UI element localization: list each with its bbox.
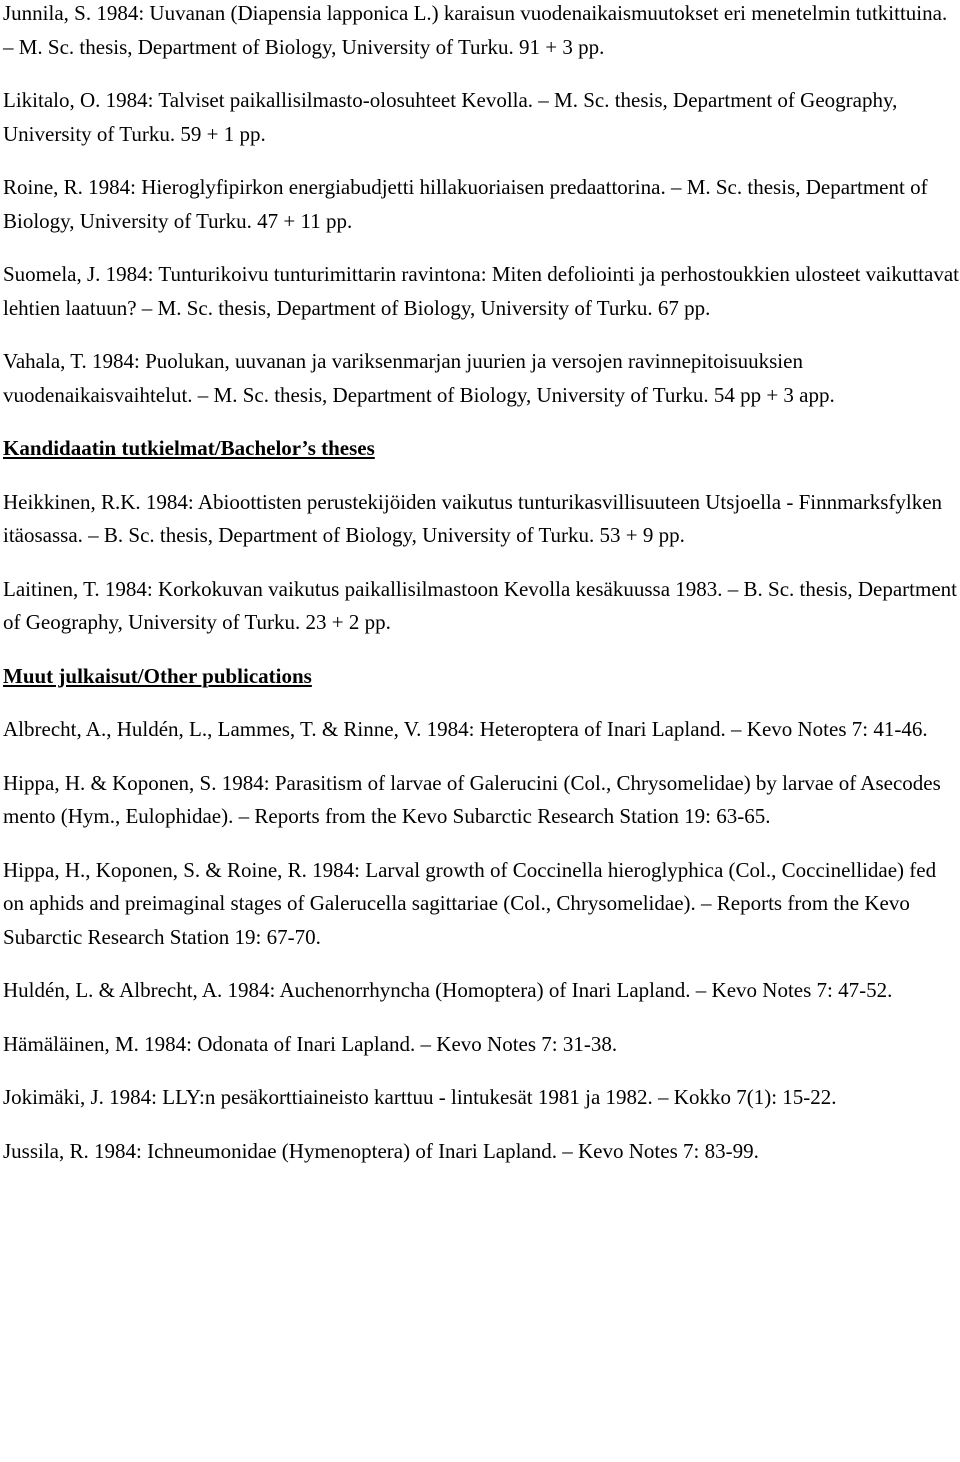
reference-entry: Jokimäki, J. 1984: LLY:n pesäkorttiaineisto karttuu - lintukesät 1981 ja 1982. – Kokko 7(1): 15-22. [3,1085,837,1109]
reference-entry: Hippa, H. & Koponen, S. 1984: Parasitism of larvae of Galerucini (Col., Chrysomelidae) by larvae of Asecodes mento (Hym., Eulophidae). – Reports from the Kevo Subarctic Research Station 19: 63-65. [3,770,941,828]
reference-entry: Junnila, S. 1984: Uuvanan (Diapensia lapponica L.) karaisun vuodenaikaismuutokset eri menetelmin tutkittuina. – M. Sc. thesis, Department of Biology, University of Turku. 91 + 3 pp. [3,1,948,59]
reference-entry: Hämäläinen, M. 1984: Odonata of Inari Lapland. – Kevo Notes 7: 31-38. [3,1031,618,1056]
reference-entry: Albrecht, A., Huldén, L., Lammes, T. & Rinne, V. 1984: Heteroptera of Inari Lapland. – Kevo Notes 7: 41-46. [3,717,928,741]
reference-entry: Vahala, T. 1984: Puolukan, uuvanan ja variksenmarjan juurien ja versojen ravinnepitoisuuksien vuodenaikaisvaihtelut. – M. Sc. thesis, Department of Biology, University of Turku. 54 pp + 3 app. [3,349,835,407]
reference-entry: Roine, R. 1984: Hieroglyfipirkon energiabudjetti hillakuoriaisen predaattorina. – M. Sc. thesis, Department of Biology, University of Turku. 47 + 11 pp. [3,175,928,233]
reference-entry: Laitinen, T. 1984: Korkokuvan vaikutus paikallisilmastoon Kevolla kesäkuussa 1983. – B. Sc. thesis, Department of Geography, University of Turku. 23 + 2 pp. [3,576,957,634]
section-heading: Kandidaatin tutkielmat/Bachelor’s theses [3,436,375,460]
reference-entry: Jussila, R. 1984: Ichneumonidae (Hymenoptera) of Inari Lapland. – Kevo Notes 7: 83-99. [3,1138,759,1163]
reference-entry: Likitalo, O. 1984: Talviset paikallisilmasto-olosuhteet Kevolla. – M. Sc. thesis, Department of Geography, University of Turku. 59 + 1 pp. [3,88,898,146]
reference-entry: Hippa, H., Koponen, S. & Roine, R. 1984: Larval growth of Coccinella hieroglyphica (Col., Coccinellidae) fed on aphids and preimaginal stages of Galerucella sagittariae (Col., Chrysomelidae). – Reports from the Kevo Subarctic Research Station 19: 67-70. [3,857,937,949]
section-heading: Muut julkaisut/Other publications [3,663,312,688]
reference-entry: Suomela, J. 1984: Tunturikoivu tunturimittarin ravintona: Miten defoliointi ja perhostoukkien ulosteet vaikuttavat lehtien laatuun? – M. Sc. thesis, Department of Biology, University of Turku. 67 pp. [3,262,959,320]
reference-entry: Heikkinen, R.K. 1984: Abioottisten perustekijöiden vaikutus tunturikasvillisuuteen Utsjoella - Finnmarksfylken itäosassa. – B. Sc. thesis, Department of Biology, University of Turku. 53 + 9 pp. [3,489,943,547]
reference-entry: Huldén, L. & Albrecht, A. 1984: Auchenorrhyncha (Homoptera) of Inari Lapland. – Kevo Notes 7: 47-52. [3,978,893,1002]
